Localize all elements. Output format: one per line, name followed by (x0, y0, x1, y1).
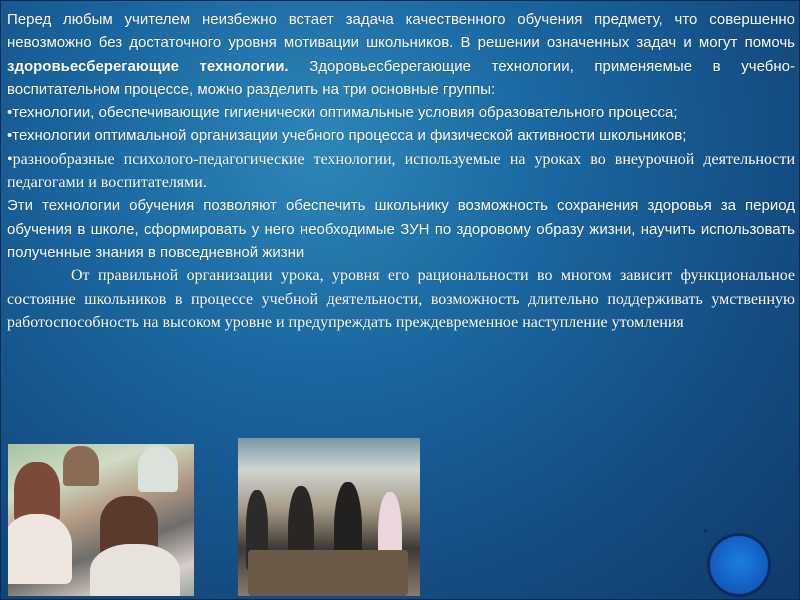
blue-circle-decoration (707, 533, 771, 597)
intro-text-end: Здоровьесберегающие технологии, применяемые в учебно-воспитательном процессе, можно разделить на три основные группы: (7, 57, 795, 98)
intro-text-start: Перед любым учителем неизбежно встает задача качественного обучения предмету, что совершенно невозможно без достаточного уровня мотивации школьников. В решении означенных задач и могут помочь (7, 11, 795, 52)
decorative-dot (704, 529, 707, 532)
slide-text (7, 8, 795, 334)
bullet-item-3: •разнообразные психолого-педагогические технологии, используемые на уроках во внеурочной деятельности педагогами и воспитателями. (7, 150, 795, 192)
classroom-photo-left (8, 444, 194, 596)
classroom-photo-right (238, 438, 420, 596)
intro-bold-term: здоровьесберегающие технологии. (7, 57, 289, 75)
bullet-item-2: •технологии оптимальной организации учебного процесса и физической активности школьников; (7, 127, 687, 145)
bullet-item-1: •технологии, обеспечивающие гигиенически оптимальные условия образовательного процесса; (7, 104, 678, 122)
lesson-organization-paragraph: От правильной организации урока, уровня его рациональности во многом зависит функциональное состояние школьников в процессе учебной деятельности, возможность длительно поддерживать умственную работоспособность на высоком уровне и предупреждать преждевременное наступление утомления (7, 267, 795, 331)
intro-paragraph (7, 8, 795, 101)
benefits-paragraph: Эти технологии обучения позволяют обеспечить школьнику возможность сохранения здоровья за период обучения в школе, сформировать у него необходимые ЗУН по здоровому образу жизни, научить использовать полученные знания в повседневной жизни (7, 197, 795, 261)
